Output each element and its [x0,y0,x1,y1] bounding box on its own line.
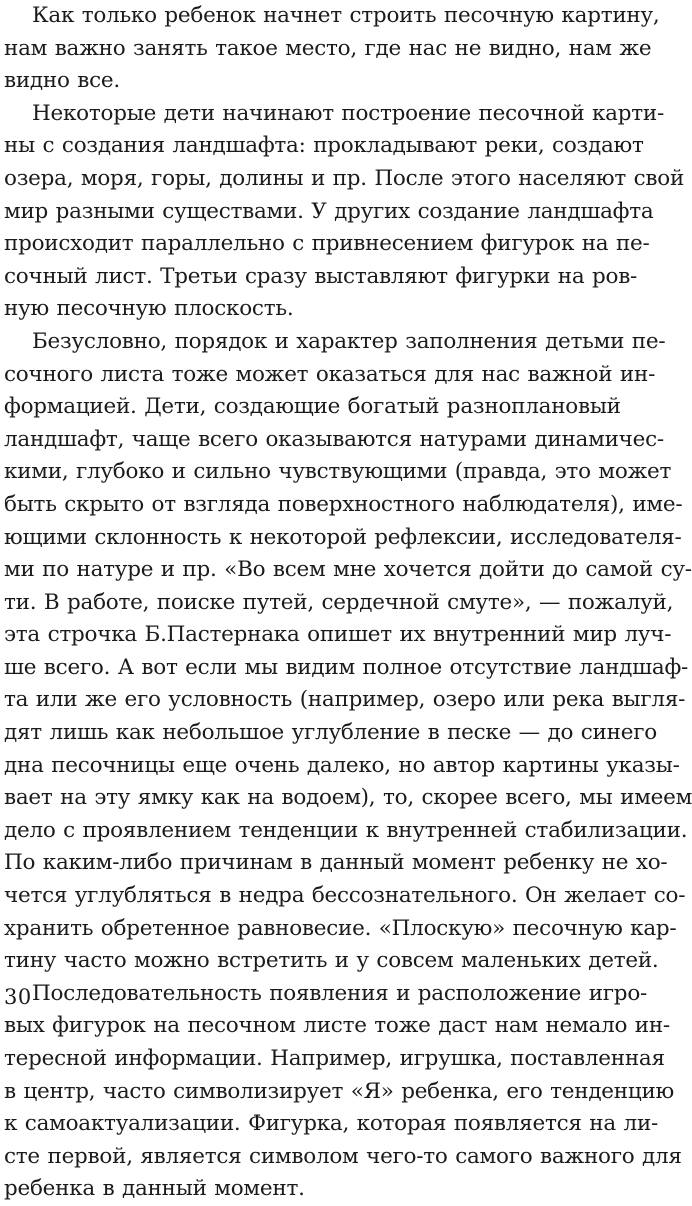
text-line: ребенка в данный момент. [4,1176,305,1202]
text-line: к самоактуализации. Фигурка, которая появляется на ли- [4,1111,659,1137]
text-line: быть скрыто от взгляда поверхностного наблюдателя), име- [4,491,683,517]
text-line: формацией. Дети, создающие богатый разноплановый [4,394,621,420]
text-line: Безусловно, порядок и характер заполнения детьми пе- [32,328,666,354]
text-line: озера, моря, горы, долины и пр. После этого населяют свой [4,165,685,191]
text-line: чется углубляться в недра бессознательного. Он желает со- [4,883,686,909]
text-line: видно все. [4,68,120,94]
text-line: вает на эту ямку как на водоем), то, скорее всего, мы имеем [4,785,692,811]
text-line: сочного листа тоже может оказаться для нас важной ин- [4,361,656,387]
text-line: тересной информации. Например, игрушка, поставленная [4,1046,665,1071]
text-line: Некоторые дети начинают построение песочной карти- [32,100,664,126]
text-line: кими, глубоко и сильно чувствующими (правда, это может [4,459,672,485]
text-line: Как только ребенок начнет строить песочную картину, [32,3,660,28]
text-line: в центр, часто символизирует «Я» ребенка, его тенденцию [4,1078,674,1104]
paragraph-1 [4,0,660,98]
page-number: 30 [4,985,32,1009]
text-line: ше всего. А вот если мы видим полное отсутствие ландшаф- [4,654,689,680]
paragraph-2 [4,98,685,326]
text-line: дна песочницы еще очень далеко, но автор картины указы- [4,752,680,778]
text-line: ландшафт, чаще всего оказываются натурами динамичес- [4,426,664,452]
text-line: сочный лист. Третьи сразу выставляют фигурки на ров- [4,263,638,289]
text-line: дело с проявлением тенденции к внутренней стабилизации. [4,817,688,843]
paragraph-4 [4,978,682,1206]
text-line: По каким-либо причинам в данный момент ребенку не хо- [4,850,668,876]
text-line: ную песочную плоскость. [4,296,294,322]
text-line: ти. В работе, поиске путей, сердечной смуте», — пожалуй, [4,589,674,615]
text-line: дят лишь как небольшое углубление в песке — до синего [4,720,657,746]
text-line: сте первой, является символом чего-то самого важного для [4,1143,682,1169]
text-line: ми по натуре и пр. «Во всем мне хочется дойти до самой су- [4,557,692,583]
text-line: ны с создания ландшафта: прокладывают реки, создают [4,133,644,159]
paragraph-3 [4,326,692,978]
text-line: нам важно занять такое место, где нас не видно, нам же [4,35,652,61]
text-column [4,0,692,1206]
text-line: вых фигурок на песочном листе тоже даст нам немало ин- [4,1013,670,1039]
text-line: Последовательность появления и расположение игро- [32,980,648,1006]
text-line: мир разными существами. У других создание ландшафта [4,198,654,224]
text-line: хранить обретенное равновесие. «Плоскую» песочную кар- [4,915,677,941]
text-line: эта строчка Б.Пастернака опишет их внутренний мир луч- [4,622,672,648]
text-line: ющими склонность к некоторой рефлексии, исследователя- [4,524,682,550]
text-line: тину часто можно встретить и у совсем маленьких детей. [4,948,659,974]
text-line: происходит параллельно с привнесением фигурок на пе- [4,231,650,257]
text-line: та или же его условность (например, озеро или река выгля- [4,687,686,713]
